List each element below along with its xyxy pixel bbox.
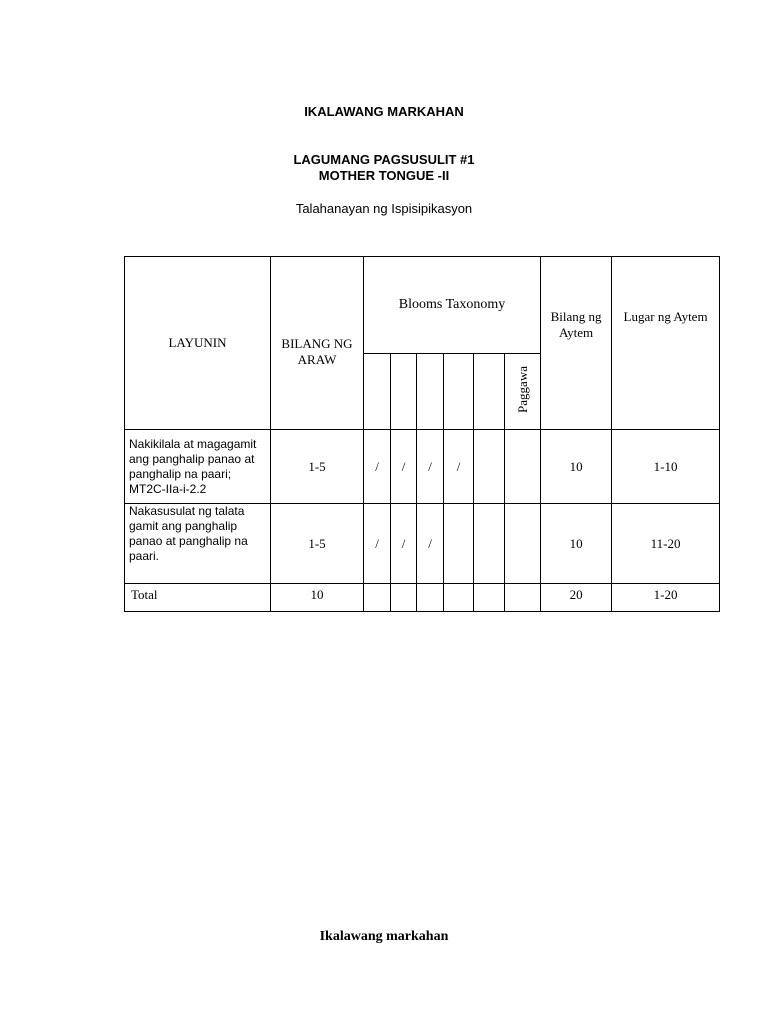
- row-1-mark-4: /: [444, 430, 474, 504]
- row-2-mark-6: [505, 504, 541, 584]
- blooms-level-4: [444, 354, 474, 430]
- row-1-days: 1-5: [271, 430, 364, 504]
- blooms-level-1: [364, 354, 391, 430]
- row-1-mark-3: /: [417, 430, 444, 504]
- blooms-level-6: [505, 354, 541, 430]
- subject-title: MOTHER TONGUE -II: [318, 168, 450, 183]
- total-items-count: 20: [541, 584, 612, 612]
- row-1-objective: Nakikilala at magagamit ang panghalip panao at panghalip na paari; MT2C-IIa-i-2.2: [125, 430, 271, 504]
- total-days: 10: [271, 584, 364, 612]
- blooms-level-2: [391, 354, 417, 430]
- header-days: [271, 257, 364, 430]
- row-2-mark-1: /: [364, 504, 391, 584]
- total-items-location: 1-20: [612, 584, 720, 612]
- table-row: [125, 504, 720, 584]
- row-2-items-location: 11-20: [612, 504, 720, 584]
- row-2-mark-4: [444, 504, 474, 584]
- row-1-mark-2: /: [391, 430, 417, 504]
- header-items-count: [541, 257, 612, 430]
- table-row: [125, 430, 720, 504]
- row-2-mark-3: /: [417, 504, 444, 584]
- total-mark-5: [474, 584, 505, 612]
- header-blooms: Blooms Taxonomy: [364, 257, 541, 354]
- row-1-mark-6: [505, 430, 541, 504]
- blooms-level-6-label: Paggawa: [514, 366, 530, 413]
- total-row: [125, 584, 720, 612]
- specification-table: [124, 256, 720, 612]
- total-mark-4: [444, 584, 474, 612]
- total-mark-6: [505, 584, 541, 612]
- footer-text: Ikalawang markahan: [319, 929, 449, 944]
- row-2-mark-5: [474, 504, 505, 584]
- row-2-days: 1-5: [271, 504, 364, 584]
- total-mark-3: [417, 584, 444, 612]
- header-items-location-label: Lugar ng Aytem: [623, 309, 708, 324]
- blooms-level-3: [417, 354, 444, 430]
- row-2-mark-2: /: [391, 504, 417, 584]
- blooms-level-5: [474, 354, 505, 430]
- total-mark-2: [391, 584, 417, 612]
- row-1-mark-5: [474, 430, 505, 504]
- total-mark-1: [364, 584, 391, 612]
- row-1-items-location: 1-10: [612, 430, 720, 504]
- table-title: Talahanayan ng Ispisipikasyon: [295, 201, 473, 216]
- row-1-items-count: 10: [541, 430, 612, 504]
- row-1-mark-1: /: [364, 430, 391, 504]
- exam-title: LAGUMANG PAGSUSULIT #1: [293, 152, 475, 167]
- header-items-count-label: Bilang ng Aytem: [550, 309, 602, 340]
- row-2-objective: Nakasusulat ng talata gamit ang panghalip panao at panghalip na paari.: [125, 504, 271, 584]
- header-items-location: [612, 257, 720, 430]
- total-label: Total: [125, 584, 271, 612]
- row-2-items-count: 10: [541, 504, 612, 584]
- header-days-label: BILANG NG ARAW: [281, 336, 353, 367]
- quarter-heading: IKALAWANG MARKAHAN: [304, 104, 464, 119]
- header-objective: LAYUNIN: [125, 257, 271, 430]
